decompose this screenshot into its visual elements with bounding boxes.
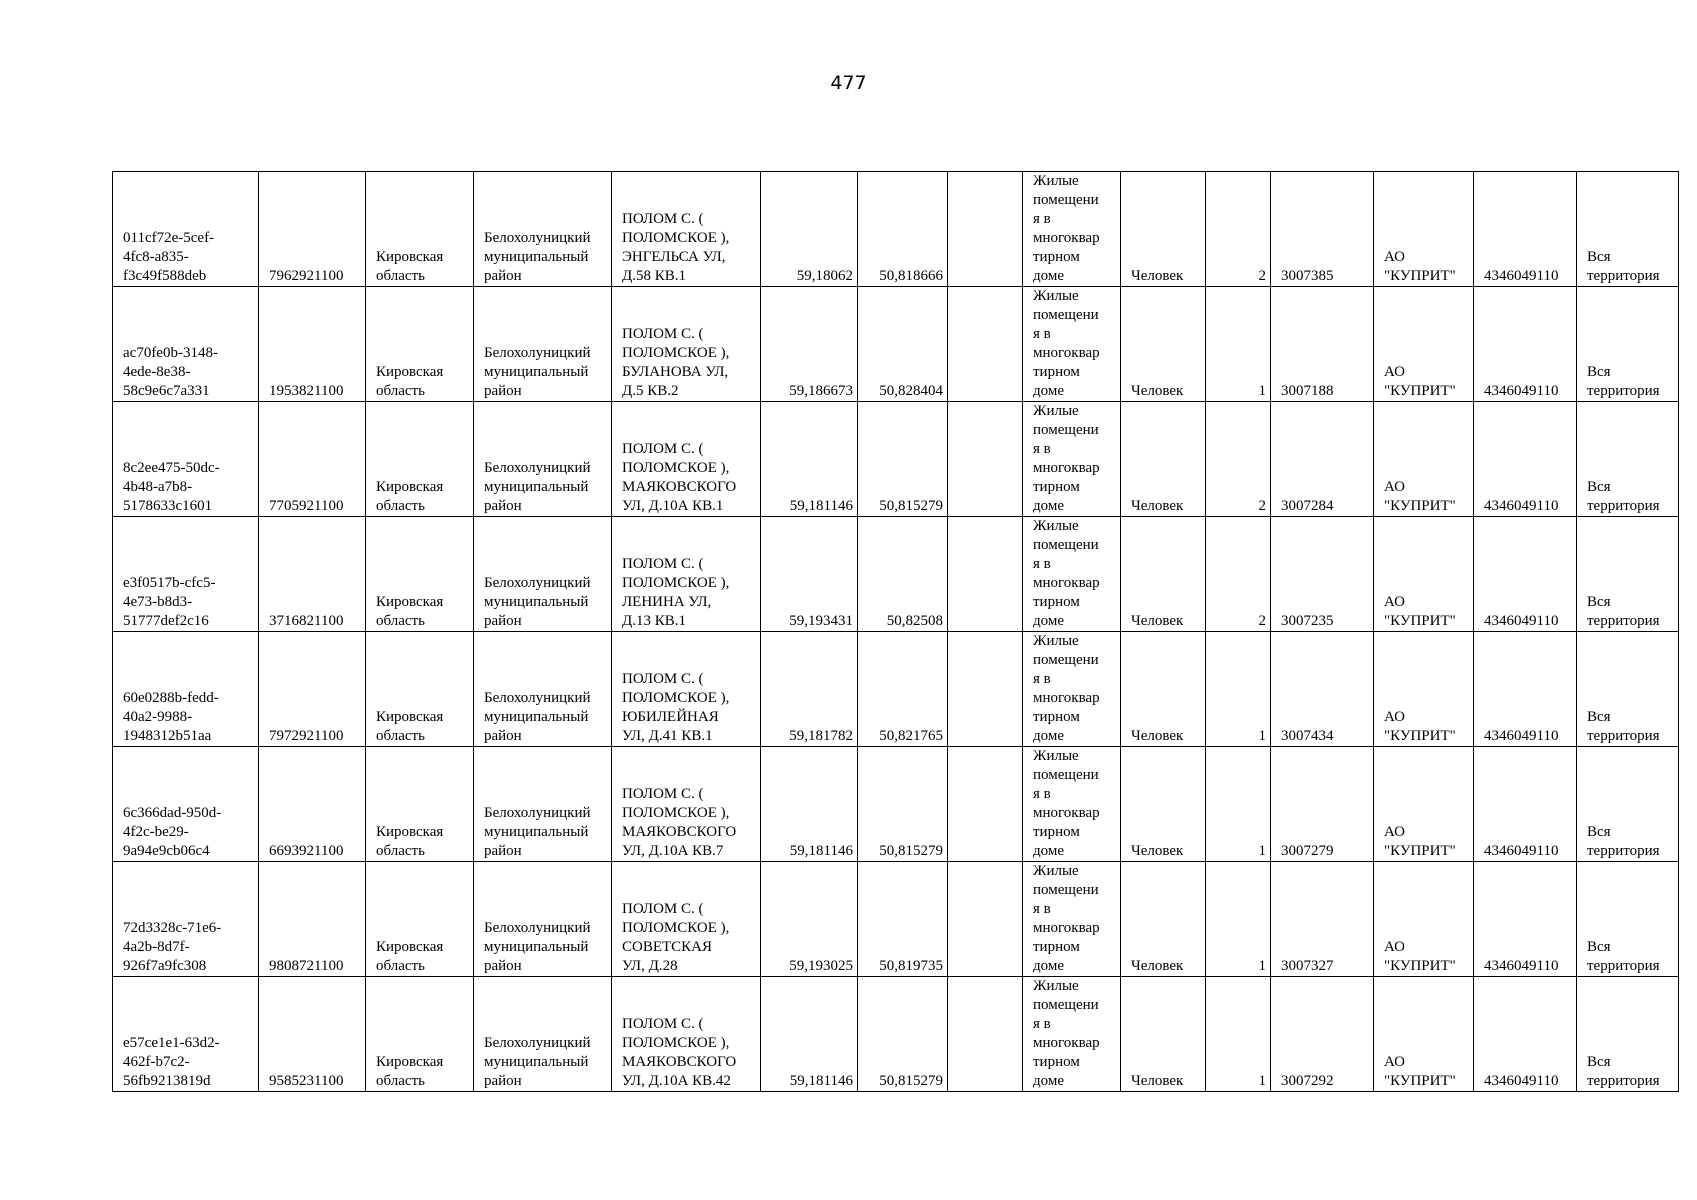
inn-cell: 4346049110 <box>1474 402 1577 517</box>
organization-cell: АО "КУПРИТ" <box>1374 287 1474 402</box>
empty-cell <box>948 862 1023 977</box>
oktmo-code-cell: 9808721100 <box>259 862 366 977</box>
empty-cell <box>948 517 1023 632</box>
organization-cell: АО "КУПРИТ" <box>1374 402 1474 517</box>
organization-cell: АО "КУПРИТ" <box>1374 517 1474 632</box>
latitude-cell: 59,18062 <box>761 172 858 287</box>
table-row <box>113 977 1679 1092</box>
region-cell: Кировская область <box>366 632 474 747</box>
address-cell: ПОЛОМ С. ( ПОЛОМСКОЕ ), МАЯКОВСКОГО УЛ, Д.10А КВ.42 <box>612 977 761 1092</box>
account-cell: 3007434 <box>1271 632 1374 747</box>
registry-table <box>112 171 1679 1092</box>
count-cell: 1 <box>1206 287 1271 402</box>
purpose-cell: Жилые помещени я в многоквар тирном доме <box>1023 517 1121 632</box>
table-row <box>113 862 1679 977</box>
inn-cell: 4346049110 <box>1474 517 1577 632</box>
oktmo-code-cell: 3716821100 <box>259 517 366 632</box>
registry-body <box>113 172 1679 1092</box>
oktmo-code-cell: 1953821100 <box>259 287 366 402</box>
latitude-cell: 59,181146 <box>761 402 858 517</box>
purpose-cell: Жилые помещени я в многоквар тирном доме <box>1023 402 1121 517</box>
purpose-cell: Жилые помещени я в многоквар тирном доме <box>1023 747 1121 862</box>
address-cell: ПОЛОМ С. ( ПОЛОМСКОЕ ), МАЯКОВСКОГО УЛ, Д.10А КВ.1 <box>612 402 761 517</box>
organization-cell: АО "КУПРИТ" <box>1374 977 1474 1092</box>
purpose-cell: Жилые помещени я в многоквар тирном доме <box>1023 977 1121 1092</box>
purpose-cell: Жилые помещени я в многоквар тирном доме <box>1023 632 1121 747</box>
longitude-cell: 50,821765 <box>858 632 948 747</box>
region-cell: Кировская область <box>366 862 474 977</box>
unit-cell: Человек <box>1121 862 1206 977</box>
district-cell: Белохолуницкий муниципальный район <box>474 632 612 747</box>
table-row <box>113 402 1679 517</box>
table-row <box>113 287 1679 402</box>
purpose-cell: Жилые помещени я в многоквар тирном доме <box>1023 172 1121 287</box>
longitude-cell: 50,819735 <box>858 862 948 977</box>
unit-cell: Человек <box>1121 287 1206 402</box>
region-cell: Кировская область <box>366 402 474 517</box>
object-id-cell: e3f0517b-cfc5- 4e73-b8d3- 51777def2c16 <box>113 517 259 632</box>
oktmo-code-cell: 9585231100 <box>259 977 366 1092</box>
territory-cell: Вся территория <box>1577 747 1679 862</box>
empty-cell <box>948 632 1023 747</box>
region-cell: Кировская область <box>366 172 474 287</box>
region-cell: Кировская область <box>366 517 474 632</box>
inn-cell: 4346049110 <box>1474 172 1577 287</box>
district-cell: Белохолуницкий муниципальный район <box>474 747 612 862</box>
unit-cell: Человек <box>1121 747 1206 862</box>
district-cell: Белохолуницкий муниципальный район <box>474 977 612 1092</box>
address-cell: ПОЛОМ С. ( ПОЛОМСКОЕ ), ЭНГЕЛЬСА УЛ, Д.58 КВ.1 <box>612 172 761 287</box>
unit-cell: Человек <box>1121 632 1206 747</box>
territory-cell: Вся территория <box>1577 172 1679 287</box>
district-cell: Белохолуницкий муниципальный район <box>474 862 612 977</box>
account-cell: 3007385 <box>1271 172 1374 287</box>
longitude-cell: 50,82508 <box>858 517 948 632</box>
account-cell: 3007292 <box>1271 977 1374 1092</box>
longitude-cell: 50,815279 <box>858 977 948 1092</box>
unit-cell: Человек <box>1121 977 1206 1092</box>
unit-cell: Человек <box>1121 172 1206 287</box>
purpose-cell: Жилые помещени я в многоквар тирном доме <box>1023 862 1121 977</box>
latitude-cell: 59,193025 <box>761 862 858 977</box>
count-cell: 1 <box>1206 747 1271 862</box>
unit-cell: Человек <box>1121 402 1206 517</box>
district-cell: Белохолуницкий муниципальный район <box>474 402 612 517</box>
object-id-cell: ac70fe0b-3148- 4ede-8e38- 58c9e6c7a331 <box>113 287 259 402</box>
inn-cell: 4346049110 <box>1474 287 1577 402</box>
longitude-cell: 50,828404 <box>858 287 948 402</box>
territory-cell: Вся территория <box>1577 632 1679 747</box>
district-cell: Белохолуницкий муниципальный район <box>474 287 612 402</box>
longitude-cell: 50,815279 <box>858 747 948 862</box>
territory-cell: Вся территория <box>1577 517 1679 632</box>
object-id-cell: 60e0288b-fedd- 40a2-9988- 1948312b51aa <box>113 632 259 747</box>
address-cell: ПОЛОМ С. ( ПОЛОМСКОЕ ), БУЛАНОВА УЛ, Д.5 КВ.2 <box>612 287 761 402</box>
latitude-cell: 59,193431 <box>761 517 858 632</box>
longitude-cell: 50,818666 <box>858 172 948 287</box>
account-cell: 3007284 <box>1271 402 1374 517</box>
object-id-cell: e57ce1e1-63d2- 462f-b7c2- 56fb9213819d <box>113 977 259 1092</box>
empty-cell <box>948 172 1023 287</box>
inn-cell: 4346049110 <box>1474 632 1577 747</box>
count-cell: 2 <box>1206 517 1271 632</box>
district-cell: Белохолуницкий муниципальный район <box>474 517 612 632</box>
object-id-cell: 8c2ee475-50dc- 4b48-a7b8- 5178633c1601 <box>113 402 259 517</box>
territory-cell: Вся территория <box>1577 402 1679 517</box>
region-cell: Кировская область <box>366 977 474 1092</box>
territory-cell: Вся территория <box>1577 287 1679 402</box>
address-cell: ПОЛОМ С. ( ПОЛОМСКОЕ ), ЛЕНИНА УЛ, Д.13 КВ.1 <box>612 517 761 632</box>
latitude-cell: 59,181782 <box>761 632 858 747</box>
empty-cell <box>948 747 1023 862</box>
count-cell: 1 <box>1206 862 1271 977</box>
address-cell: ПОЛОМ С. ( ПОЛОМСКОЕ ), ЮБИЛЕЙНАЯ УЛ, Д.41 КВ.1 <box>612 632 761 747</box>
page-number: 477 <box>830 72 867 94</box>
account-cell: 3007188 <box>1271 287 1374 402</box>
organization-cell: АО "КУПРИТ" <box>1374 172 1474 287</box>
count-cell: 1 <box>1206 632 1271 747</box>
account-cell: 3007279 <box>1271 747 1374 862</box>
region-cell: Кировская область <box>366 747 474 862</box>
address-cell: ПОЛОМ С. ( ПОЛОМСКОЕ ), СОВЕТСКАЯ УЛ, Д.28 <box>612 862 761 977</box>
oktmo-code-cell: 7962921100 <box>259 172 366 287</box>
district-cell: Белохолуницкий муниципальный район <box>474 172 612 287</box>
table-row <box>113 517 1679 632</box>
region-cell: Кировская область <box>366 287 474 402</box>
table-row <box>113 747 1679 862</box>
object-id-cell: 72d3328c-71e6- 4a2b-8d7f- 926f7a9fc308 <box>113 862 259 977</box>
object-id-cell: 011cf72e-5cef- 4fc8-a835- f3c49f588deb <box>113 172 259 287</box>
latitude-cell: 59,186673 <box>761 287 858 402</box>
inn-cell: 4346049110 <box>1474 862 1577 977</box>
count-cell: 1 <box>1206 977 1271 1092</box>
table-row <box>113 172 1679 287</box>
latitude-cell: 59,181146 <box>761 977 858 1092</box>
empty-cell <box>948 402 1023 517</box>
table-row <box>113 632 1679 747</box>
oktmo-code-cell: 6693921100 <box>259 747 366 862</box>
inn-cell: 4346049110 <box>1474 747 1577 862</box>
latitude-cell: 59,181146 <box>761 747 858 862</box>
organization-cell: АО "КУПРИТ" <box>1374 862 1474 977</box>
empty-cell <box>948 287 1023 402</box>
object-id-cell: 6c366dad-950d- 4f2c-be29- 9a94e9cb06c4 <box>113 747 259 862</box>
organization-cell: АО "КУПРИТ" <box>1374 632 1474 747</box>
organization-cell: АО "КУПРИТ" <box>1374 747 1474 862</box>
longitude-cell: 50,815279 <box>858 402 948 517</box>
account-cell: 3007235 <box>1271 517 1374 632</box>
territory-cell: Вся территория <box>1577 862 1679 977</box>
empty-cell <box>948 977 1023 1092</box>
count-cell: 2 <box>1206 402 1271 517</box>
address-cell: ПОЛОМ С. ( ПОЛОМСКОЕ ), МАЯКОВСКОГО УЛ, Д.10А КВ.7 <box>612 747 761 862</box>
unit-cell: Человек <box>1121 517 1206 632</box>
count-cell: 2 <box>1206 172 1271 287</box>
inn-cell: 4346049110 <box>1474 977 1577 1092</box>
territory-cell: Вся территория <box>1577 977 1679 1092</box>
purpose-cell: Жилые помещени я в многоквар тирном доме <box>1023 287 1121 402</box>
oktmo-code-cell: 7972921100 <box>259 632 366 747</box>
oktmo-code-cell: 7705921100 <box>259 402 366 517</box>
account-cell: 3007327 <box>1271 862 1374 977</box>
